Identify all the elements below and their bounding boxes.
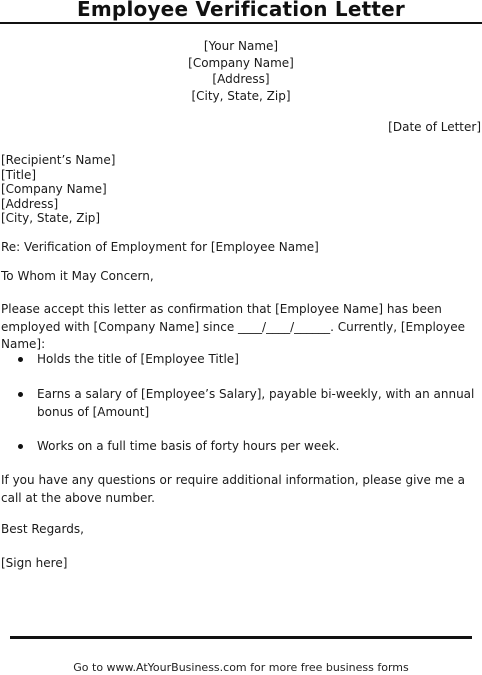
salutation: To Whom it May Concern, bbox=[1, 269, 154, 283]
recipient-company: [Company Name] bbox=[1, 182, 107, 197]
footer-divider bbox=[10, 636, 472, 639]
bullet-icon bbox=[18, 444, 23, 449]
footer-text: Go to www.AtYourBusiness.com for more free business forms bbox=[73, 661, 409, 674]
recipient-name: [Recipient’s Name] bbox=[1, 153, 116, 167]
bullet-icon bbox=[18, 357, 23, 362]
closing: Best Regards, bbox=[1, 522, 84, 536]
confirmation-paragraph: Please accept this letter as confirmation that [Employee Name] has been employed with [Company Name] since ____/____/______. Currently, [Employee Name]: bbox=[1, 302, 465, 351]
list-item-text: Works on a full time basis of forty hours per week. bbox=[37, 439, 340, 453]
list-item-text: Holds the title of [Employee Title] bbox=[37, 352, 239, 366]
recipient-city-state-zip: [City, State, Zip] bbox=[1, 211, 101, 226]
subject-line: Re: Verification of Employment for [Employee Name] bbox=[1, 240, 319, 254]
letter-date: [Date of Letter] bbox=[388, 120, 481, 134]
sender-block bbox=[0, 38, 482, 104]
recipient-block bbox=[1, 153, 115, 226]
bullet-icon bbox=[18, 392, 23, 397]
recipient-title: [Title] bbox=[1, 167, 37, 182]
recipient-address: [Address] bbox=[1, 196, 59, 211]
sender-address: [Address] bbox=[212, 72, 270, 86]
document-title: Employee Verification Letter bbox=[77, 0, 405, 21]
title-divider bbox=[0, 22, 482, 24]
sender-company: [Company Name] bbox=[188, 55, 294, 70]
signature-placeholder: [Sign here] bbox=[1, 556, 68, 570]
contact-paragraph: If you have any questions or require additional information, please give me a call at the above number. bbox=[1, 473, 465, 505]
sender-name: [Your Name] bbox=[203, 39, 279, 53]
list-item-text: Earns a salary of [Employee’s Salary], payable bi-weekly, with an annual bonus of [Amount] bbox=[37, 387, 475, 419]
sender-city-state-zip: [City, State, Zip] bbox=[191, 88, 291, 103]
